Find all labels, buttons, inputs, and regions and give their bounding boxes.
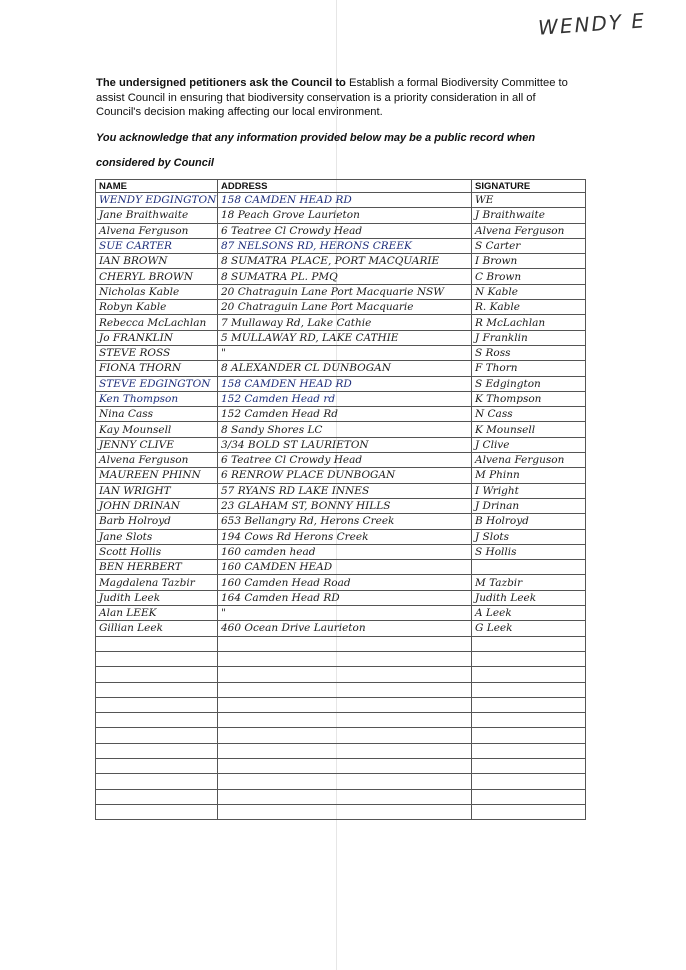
name-cell: FIONA THORN — [96, 361, 218, 376]
table-row — [96, 804, 586, 819]
address-cell: 8 SUMATRA PLACE, PORT MACQUARIE — [218, 254, 472, 269]
signature-cell — [472, 667, 586, 682]
address-cell — [218, 713, 472, 728]
signature-table — [95, 179, 586, 820]
signature-cell: J Braithwaite — [472, 208, 586, 223]
signature-cell — [472, 713, 586, 728]
address-cell: " — [218, 606, 472, 621]
table-row — [96, 361, 586, 376]
name-cell: SUE CARTER — [96, 238, 218, 253]
signature-cell: G Leek — [472, 621, 586, 636]
signature-cell: M Tazbir — [472, 575, 586, 590]
signature-cell — [472, 651, 586, 666]
acknowledgement-line-2: considered by Council — [96, 157, 214, 169]
name-cell: Scott Hollis — [96, 544, 218, 559]
signature-column-header: SIGNATURE — [472, 180, 586, 193]
address-cell: 6 RENROW PLACE DUNBOGAN — [218, 468, 472, 483]
name-cell — [96, 728, 218, 743]
signature-cell: J Drinan — [472, 498, 586, 513]
name-cell: Magdalena Tazbir — [96, 575, 218, 590]
address-cell: 160 camden head — [218, 544, 472, 559]
signature-cell: R. Kable — [472, 300, 586, 315]
address-cell — [218, 682, 472, 697]
signature-cell — [472, 804, 586, 819]
address-cell: 8 Sandy Shores LC — [218, 422, 472, 437]
table-row — [96, 483, 586, 498]
table-row — [96, 774, 586, 789]
address-cell: 20 Chatraguin Lane Port Macquarie — [218, 300, 472, 315]
name-cell: Gillian Leek — [96, 621, 218, 636]
address-cell: 160 CAMDEN HEAD — [218, 560, 472, 575]
signature-cell — [472, 697, 586, 712]
name-cell — [96, 697, 218, 712]
table-row — [96, 590, 586, 605]
address-cell: 158 CAMDEN HEAD RD — [218, 193, 472, 208]
name-cell: Nicholas Kable — [96, 284, 218, 299]
table-row — [96, 606, 586, 621]
table-row — [96, 193, 586, 208]
name-cell: Ken Thompson — [96, 391, 218, 406]
table-row — [96, 330, 586, 345]
signature-cell: Judith Leek — [472, 590, 586, 605]
table-row — [96, 514, 586, 529]
signature-cell: C Brown — [472, 269, 586, 284]
name-cell: Judith Leek — [96, 590, 218, 605]
signature-rows — [96, 193, 586, 820]
signature-cell: S Hollis — [472, 544, 586, 559]
name-cell — [96, 743, 218, 758]
table-row — [96, 560, 586, 575]
table-row — [96, 391, 586, 406]
address-cell — [218, 774, 472, 789]
address-cell: " — [218, 345, 472, 360]
name-column-header: NAME — [96, 180, 218, 193]
address-cell — [218, 697, 472, 712]
table-row — [96, 238, 586, 253]
name-cell — [96, 636, 218, 651]
address-cell — [218, 651, 472, 666]
petition-lead: The undersigned petitioners ask the Council to — [96, 77, 346, 89]
address-cell: 5 MULLAWAY RD, LAKE CATHIE — [218, 330, 472, 345]
table-row — [96, 667, 586, 682]
table-row — [96, 422, 586, 437]
name-cell: Jane Braithwaite — [96, 208, 218, 223]
table-row — [96, 621, 586, 636]
name-cell — [96, 774, 218, 789]
name-cell: JENNY CLIVE — [96, 437, 218, 452]
signature-cell: K Mounsell — [472, 422, 586, 437]
signature-cell — [472, 758, 586, 773]
name-cell: IAN WRIGHT — [96, 483, 218, 498]
table-row — [96, 269, 586, 284]
name-cell — [96, 789, 218, 804]
name-cell: Barb Holroyd — [96, 514, 218, 529]
signature-cell: Alvena Ferguson — [472, 453, 586, 468]
address-cell: 152 Camden Head Rd — [218, 407, 472, 422]
name-cell: WENDY EDGINGTON — [96, 193, 218, 208]
address-cell — [218, 667, 472, 682]
table-row — [96, 529, 586, 544]
name-cell: JOHN DRINAN — [96, 498, 218, 513]
signature-cell: S Carter — [472, 238, 586, 253]
address-cell — [218, 804, 472, 819]
signature-cell: N Cass — [472, 407, 586, 422]
signature-cell: A Leek — [472, 606, 586, 621]
address-cell: 7 Mullaway Rd, Lake Cathie — [218, 315, 472, 330]
table-row — [96, 636, 586, 651]
signature-cell: R McLachlan — [472, 315, 586, 330]
name-cell — [96, 682, 218, 697]
address-cell: 3/34 BOLD ST LAURIETON — [218, 437, 472, 452]
table-row — [96, 437, 586, 452]
name-cell: BEN HERBERT — [96, 560, 218, 575]
signature-cell: J Clive — [472, 437, 586, 452]
address-cell: 8 ALEXANDER CL DUNBOGAN — [218, 361, 472, 376]
table-row — [96, 682, 586, 697]
table-row — [96, 789, 586, 804]
table-row — [96, 407, 586, 422]
table-row — [96, 208, 586, 223]
table-row — [96, 697, 586, 712]
address-cell: 194 Cows Rd Herons Creek — [218, 529, 472, 544]
signature-cell — [472, 774, 586, 789]
address-cell — [218, 728, 472, 743]
name-cell: Alan LEEK — [96, 606, 218, 621]
table-row — [96, 713, 586, 728]
name-cell: IAN BROWN — [96, 254, 218, 269]
signature-cell: K Thompson — [472, 391, 586, 406]
signature-cell — [472, 743, 586, 758]
name-cell: Robyn Kable — [96, 300, 218, 315]
address-cell: 8 SUMATRA PL. PMQ — [218, 269, 472, 284]
table-row — [96, 728, 586, 743]
table-header-row — [96, 180, 586, 193]
address-column-header: ADDRESS — [218, 180, 472, 193]
signature-cell — [472, 636, 586, 651]
table-row — [96, 284, 586, 299]
signature-cell: I Brown — [472, 254, 586, 269]
table-row — [96, 498, 586, 513]
table-row — [96, 743, 586, 758]
address-cell: 6 Teatree Cl Crowdy Head — [218, 223, 472, 238]
address-cell: 20 Chatraguin Lane Port Macquarie NSW — [218, 284, 472, 299]
address-cell — [218, 743, 472, 758]
table-row — [96, 300, 586, 315]
name-cell: Alvena Ferguson — [96, 223, 218, 238]
signature-cell — [472, 560, 586, 575]
table-row — [96, 254, 586, 269]
signature-cell — [472, 789, 586, 804]
address-cell: 164 Camden Head RD — [218, 590, 472, 605]
table-row — [96, 758, 586, 773]
name-cell: Kay Mounsell — [96, 422, 218, 437]
name-cell: Jo FRANKLIN — [96, 330, 218, 345]
name-cell: MAUREEN PHINN — [96, 468, 218, 483]
table-row — [96, 345, 586, 360]
petition-request: Establish a formal Biodiversity Committee to assist Council in ensuring that biodiversity conservation is a priority consideration in all of Council's decision making affecting our local environment. — [96, 77, 568, 118]
table-row — [96, 468, 586, 483]
address-cell — [218, 789, 472, 804]
address-cell: 460 Ocean Drive Laurieton — [218, 621, 472, 636]
address-cell: 653 Bellangry Rd, Herons Creek — [218, 514, 472, 529]
table-row — [96, 223, 586, 238]
signature-cell: WE — [472, 193, 586, 208]
table-row — [96, 376, 586, 391]
table-row — [96, 315, 586, 330]
signature-cell: S Edgington — [472, 376, 586, 391]
handwritten-corner-note: WENDY E — [537, 8, 647, 40]
signature-cell — [472, 682, 586, 697]
name-cell — [96, 713, 218, 728]
signature-cell: N Kable — [472, 284, 586, 299]
name-cell — [96, 804, 218, 819]
name-cell: Nina Cass — [96, 407, 218, 422]
address-cell — [218, 758, 472, 773]
table-row — [96, 575, 586, 590]
signature-cell: Alvena Ferguson — [472, 223, 586, 238]
address-cell: 158 CAMDEN HEAD RD — [218, 376, 472, 391]
address-cell — [218, 636, 472, 651]
name-cell: Alvena Ferguson — [96, 453, 218, 468]
address-cell: 23 GLAHAM ST, BONNY HILLS — [218, 498, 472, 513]
table-row — [96, 544, 586, 559]
petition-intro — [96, 76, 576, 120]
signature-cell: M Phinn — [472, 468, 586, 483]
signature-cell: J Franklin — [472, 330, 586, 345]
address-cell: 18 Peach Grove Laurieton — [218, 208, 472, 223]
signature-cell: S Ross — [472, 345, 586, 360]
name-cell — [96, 651, 218, 666]
name-cell: Rebecca McLachlan — [96, 315, 218, 330]
address-cell: 57 RYANS RD LAKE INNES — [218, 483, 472, 498]
signature-cell: B Holroyd — [472, 514, 586, 529]
name-cell — [96, 667, 218, 682]
address-cell: 152 Camden Head rd — [218, 391, 472, 406]
acknowledgement-line-1: You acknowledge that any information provided below may be a public record when — [96, 132, 536, 144]
address-cell: 87 NELSONS RD, HERONS CREEK — [218, 238, 472, 253]
signature-cell: J Slots — [472, 529, 586, 544]
signature-cell: F Thorn — [472, 361, 586, 376]
address-cell: 160 Camden Head Road — [218, 575, 472, 590]
table-row — [96, 453, 586, 468]
name-cell: Jane Slots — [96, 529, 218, 544]
table-row — [96, 651, 586, 666]
address-cell: 6 Teatree Cl Crowdy Head — [218, 453, 472, 468]
name-cell: CHERYL BROWN — [96, 269, 218, 284]
name-cell: STEVE EDGINGTON — [96, 376, 218, 391]
signature-cell: I Wright — [472, 483, 586, 498]
name-cell — [96, 758, 218, 773]
name-cell: STEVE ROSS — [96, 345, 218, 360]
signature-cell — [472, 728, 586, 743]
